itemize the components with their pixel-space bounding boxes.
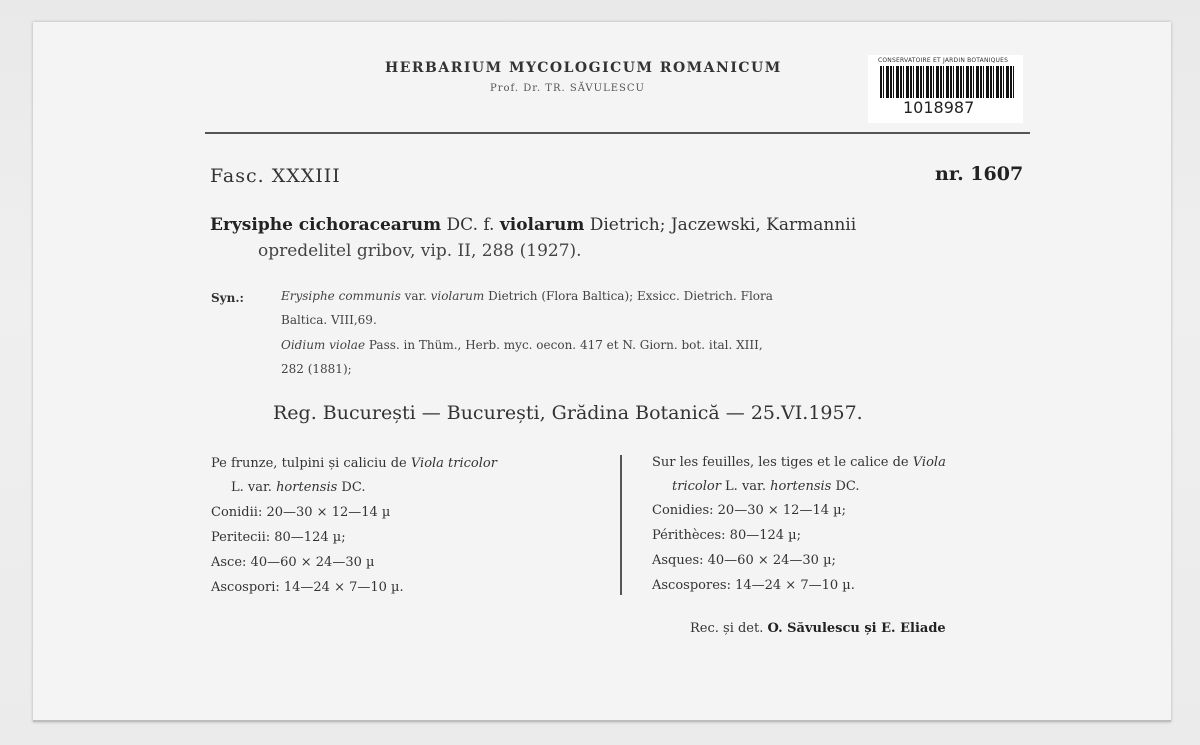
ro-ascospores: Ascospori: 14—24 × 7—10 µ. — [211, 580, 404, 595]
ro-host-variety: hortensis — [276, 480, 338, 495]
synonym-line1 — [281, 289, 773, 303]
ro-host-species: Viola tricolor — [410, 456, 497, 471]
taxon-authority: DC. f. — [446, 215, 495, 235]
locality: Reg. București — București, Grădina Botanică — 25.VI.1957. — [273, 402, 863, 424]
synonym-line2: Baltica. VIII,69. — [281, 313, 377, 327]
ro-perithecia: Peritecii: 80—124 µ; — [211, 530, 346, 545]
header-rule — [205, 132, 1030, 134]
fr-host-var: L. var. — [725, 479, 766, 494]
synonym-rank: var. — [404, 289, 427, 303]
fr-ascospores: Ascospores: 14—24 × 7—10 µ. — [652, 578, 855, 593]
herbarium-director: Prof. Dr. TR. SĂVULESCU — [490, 83, 645, 94]
synonym-citation-2: Pass. in Thüm., Herb. myc. oecon. 417 et N. Giorn. bot. ital. XIII, — [368, 338, 763, 352]
ro-host-line1 — [211, 456, 497, 471]
fascicle: Fasc. XXXIII — [210, 165, 341, 187]
synonym-epithet: violarum — [430, 289, 485, 303]
barcode-icon — [880, 66, 1016, 98]
taxon-genus-species: Erysiphe cichoracearum — [210, 215, 442, 235]
ro-host-text: Pe frunze, tulpini și caliciu de — [211, 456, 407, 471]
ro-asci: Asce: 40—60 × 24—30 µ — [211, 555, 375, 570]
collectors-names: O. Săvulescu și E. Eliade — [767, 621, 946, 636]
synonym-name-2: Oidium violae — [281, 338, 366, 352]
ro-host-var: L. var. — [231, 480, 272, 495]
collectors — [690, 621, 946, 636]
herbarium-title: HERBARIUM MYCOLOGICUM ROMANICUM — [385, 60, 782, 76]
column-divider — [620, 455, 622, 595]
taxon-name-line2: opredelitel gribov, vip. II, 288 (1927). — [258, 241, 582, 261]
fr-host-line1 — [652, 455, 946, 470]
fr-asci: Asques: 40—60 × 24—30 µ; — [652, 553, 836, 568]
barcode-caption: CONSERVATOIRE ET JARDIN BOTANIQUES — [878, 57, 1009, 64]
fr-perithecia: Périthèces: 80—124 µ; — [652, 528, 801, 543]
taxon-form: violarum — [499, 215, 585, 235]
taxon-name-line1 — [210, 215, 856, 235]
specimen-number: nr. 1607 — [935, 163, 1024, 185]
synonym-line3 — [281, 338, 763, 352]
synonym-citation: Dietrich (Flora Baltica); Exsicc. Dietrich. Flora — [488, 289, 773, 303]
synonym-line4: 282 (1881); — [281, 362, 352, 376]
synonyms-label: Syn.: — [211, 291, 244, 305]
fr-host-author: DC. — [835, 479, 860, 494]
fr-host-text: Sur les feuilles, les tiges et le calice de — [652, 455, 909, 470]
specimen-label — [33, 22, 1171, 722]
fr-host-epithet: tricolor — [672, 479, 721, 494]
ro-host-line2 — [231, 480, 365, 495]
synonym-name: Erysiphe communis — [281, 289, 401, 303]
taxon-citation: Dietrich; Jaczewski, Karmannii — [589, 215, 857, 235]
ro-conidia: Conidii: 20—30 × 12—14 µ — [211, 505, 391, 520]
fr-conidia: Conidies: 20—30 × 12—14 µ; — [652, 503, 846, 518]
fr-host-genus: Viola — [912, 455, 946, 470]
fr-host-line2 — [672, 479, 860, 494]
barcode-number: 1018987 — [903, 98, 975, 117]
ro-host-author: DC. — [341, 480, 366, 495]
collectors-prefix: Rec. și det. — [690, 621, 764, 636]
fr-host-variety: hortensis — [770, 479, 832, 494]
